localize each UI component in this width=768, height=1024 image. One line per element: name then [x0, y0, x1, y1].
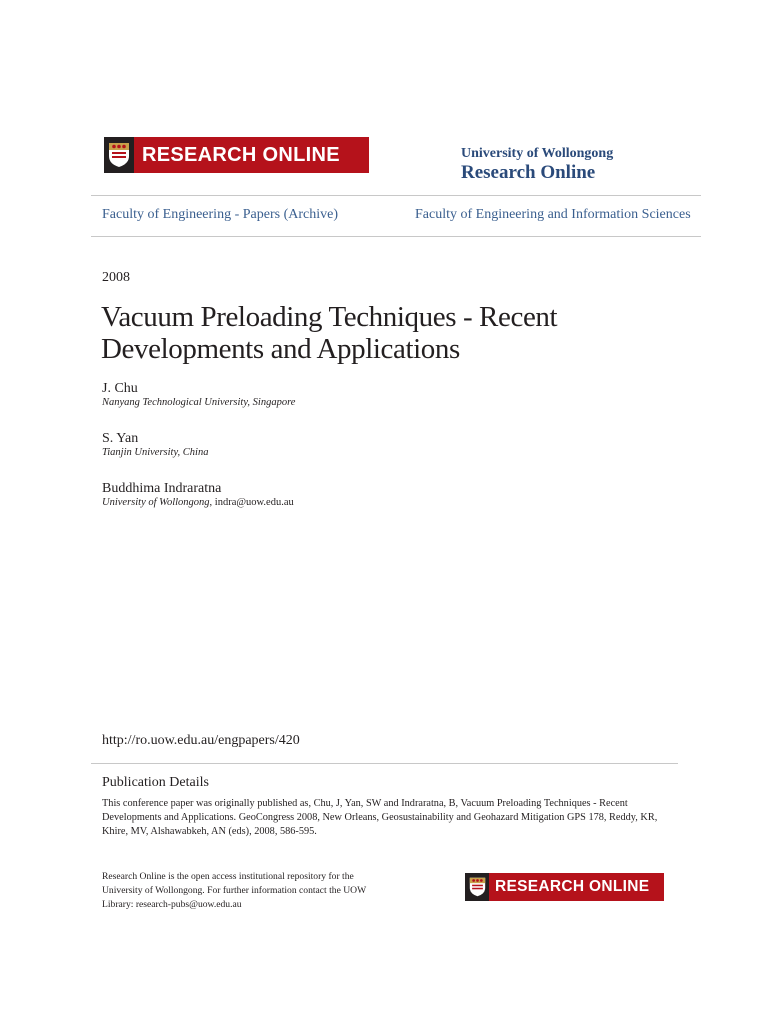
- crest-icon: [465, 873, 489, 901]
- paper-title: [101, 301, 621, 365]
- author-email[interactable]: , indra@uow.edu.au: [209, 497, 294, 508]
- publication-details-heading: Publication Details: [102, 775, 209, 790]
- crest-icon: [104, 137, 134, 173]
- author-block: [102, 431, 208, 458]
- title-line: Developments and Applications: [101, 333, 460, 365]
- faculty-sciences-link[interactable]: Faculty of Engineering and Information Sciences: [415, 207, 691, 222]
- paper-url-link[interactable]: http://ro.uow.edu.au/engpapers/420: [102, 733, 300, 748]
- publication-details-text: This conference paper was originally published as, Chu, J, Yan, SW and Indraratna, B, Vacuum Preloading Techniques - Recent Developments and Applications. GeoCongress 2008, New Orleans, Geosustainability and Geohazard Mitigation GPS 178, Reddy, KR, Khire, MV, Alshawabkeh, AN (eds), 2008, 586-595.: [102, 798, 658, 837]
- title-line: Vacuum Preloading Techniques - Recent: [101, 301, 558, 333]
- research-online-footer-logo[interactable]: [465, 873, 664, 901]
- author-name: Buddhima Indraratna: [102, 481, 222, 496]
- faculty-papers-link[interactable]: Faculty of Engineering - Papers (Archive): [102, 207, 338, 222]
- author-name: S. Yan: [102, 431, 139, 446]
- affiliation-text: University of Wollongong: [102, 497, 210, 508]
- note-line: Library: research-pubs@uow.edu.au: [102, 899, 242, 910]
- divider: [91, 195, 701, 196]
- note-line: Research Online is the open access institutional repository for the: [102, 871, 354, 882]
- author-affiliation: [102, 497, 294, 508]
- author-block: [102, 381, 295, 408]
- author-affiliation: Nanyang Technological University, Singapore: [102, 397, 296, 408]
- repository-note: [102, 870, 377, 912]
- uow-name: University of Wollongong: [461, 146, 614, 161]
- author-block: [102, 481, 294, 508]
- note-line: University of Wollongong. For further information contact the UOW: [102, 885, 367, 896]
- author-affiliation: Tianjin University, China: [102, 447, 209, 458]
- divider: [91, 763, 678, 764]
- uow-heading[interactable]: [461, 145, 613, 184]
- divider: [91, 236, 701, 237]
- research-online-name: Research Online: [461, 162, 596, 183]
- logo-text: RESEARCH ONLINE: [495, 878, 650, 895]
- author-name: J. Chu: [102, 381, 138, 396]
- publication-year: 2008: [102, 270, 130, 285]
- research-online-logo[interactable]: [104, 137, 369, 173]
- logo-text: RESEARCH ONLINE: [142, 143, 340, 166]
